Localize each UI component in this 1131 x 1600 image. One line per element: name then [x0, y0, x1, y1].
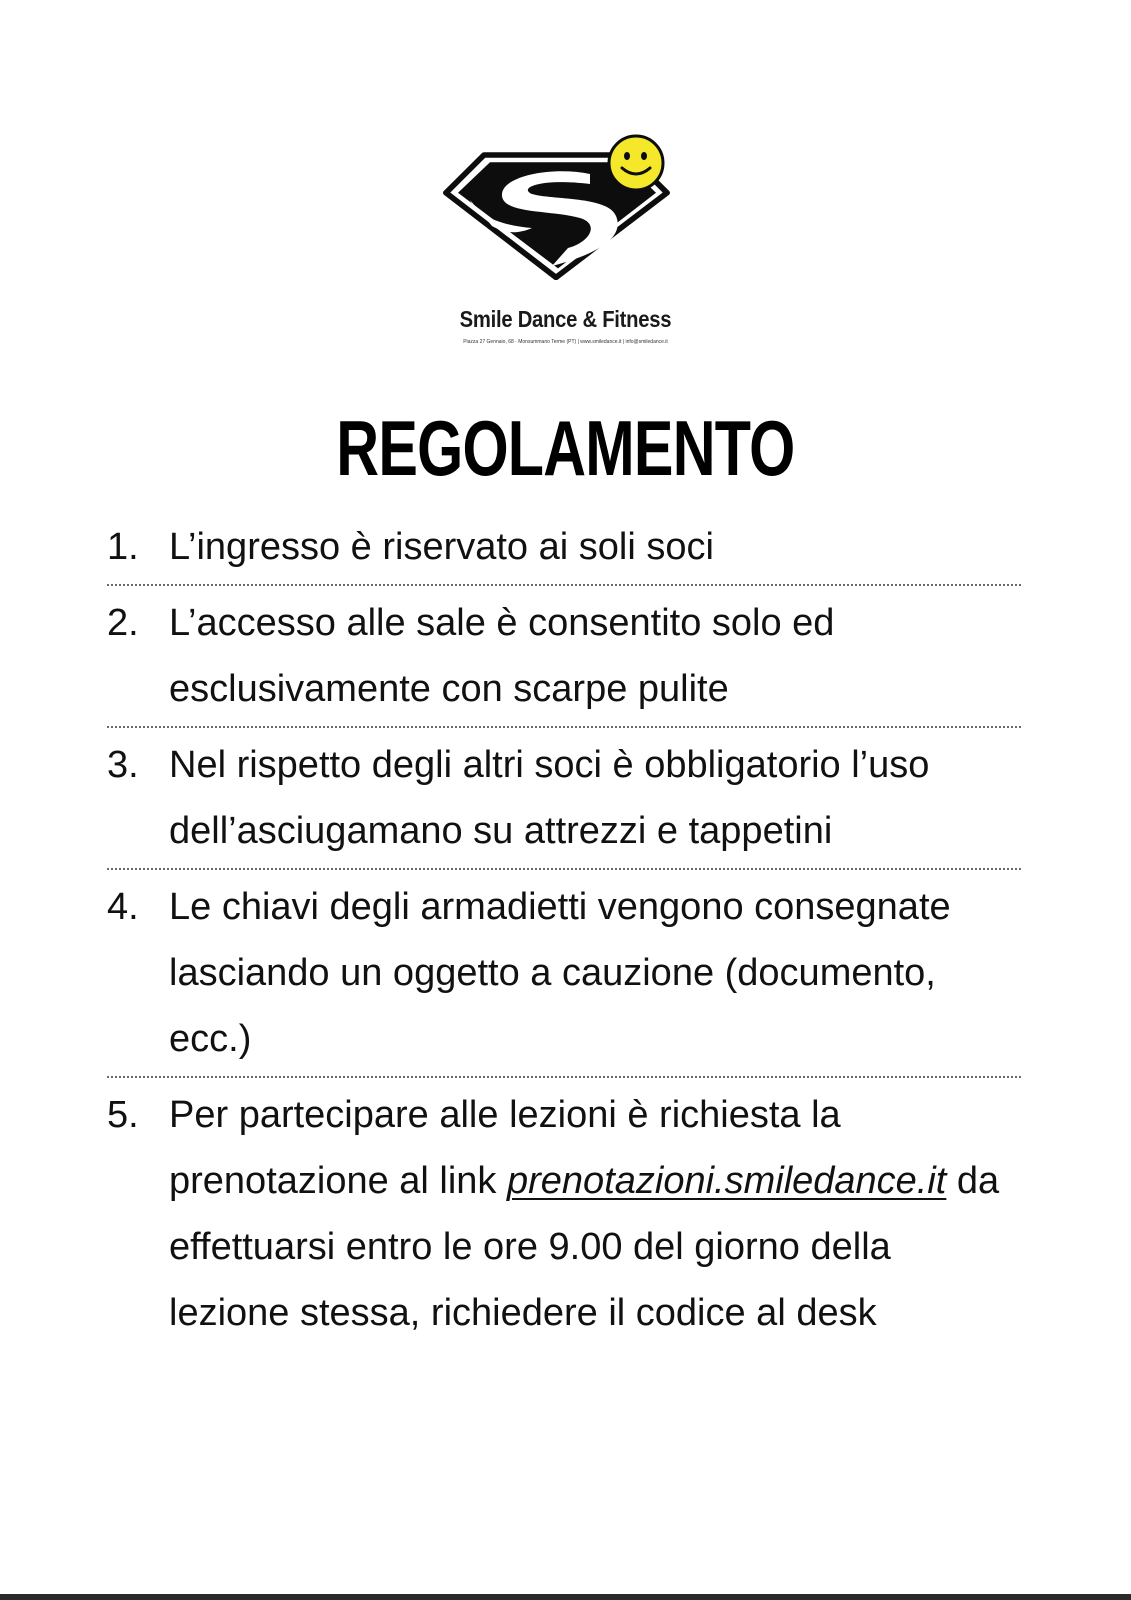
rule-text: L’ingresso è riservato ai soli soci [169, 526, 714, 568]
rule-item-2 [107, 590, 1021, 728]
rule-number: 1. [107, 526, 139, 568]
bottom-border [0, 1594, 1131, 1600]
rule-number: 5. [107, 1094, 139, 1136]
rule-text: Nel rispetto degli altri soci è obbligatorio l’uso dell’asciugamano su attrezzi e tappetini [169, 744, 930, 852]
rule-number: 3. [107, 744, 139, 786]
logo [440, 130, 690, 280]
brand-address: Piazza 27 Gennaio, 68 · Monsummano Terme (PT) | www.smiledance.it | info@smiledance.it [463, 339, 668, 345]
smiley-face-icon [609, 136, 663, 190]
rule-number: 4. [107, 886, 139, 928]
rule-number: 2. [107, 602, 139, 644]
superman-shield-smiley-icon [440, 130, 690, 280]
rule-item-4 [107, 874, 1021, 1078]
rule-item-3 [107, 732, 1021, 870]
rule-text: Le chiavi degli armadietti vengono consegnate lasciando un oggetto a cauzione (documento, ecc.) [169, 886, 951, 1060]
rule-item-1 [107, 514, 1021, 586]
booking-link[interactable]: prenotazioni.smiledance.it [507, 1160, 947, 1202]
brand-name: Smile Dance & Fitness [459, 306, 672, 332]
rule-text [169, 1082, 1021, 1346]
rule-text: L’accesso alle sale è consentito solo ed esclusivamente con scarpe pulite [169, 602, 835, 710]
rule-text-before-link: Per partecipare alle lezioni è richiesta la prenotazione al link [169, 1094, 841, 1202]
page-title: REGOLAMENTO [336, 404, 795, 492]
rule-text-after-link: da effettuarsi entro le ore 9.00 del giorno della lezione stessa, richiedere il codice al desk [169, 1160, 1000, 1334]
rules-list [107, 514, 1021, 1346]
rule-item-5 [107, 1082, 1021, 1346]
